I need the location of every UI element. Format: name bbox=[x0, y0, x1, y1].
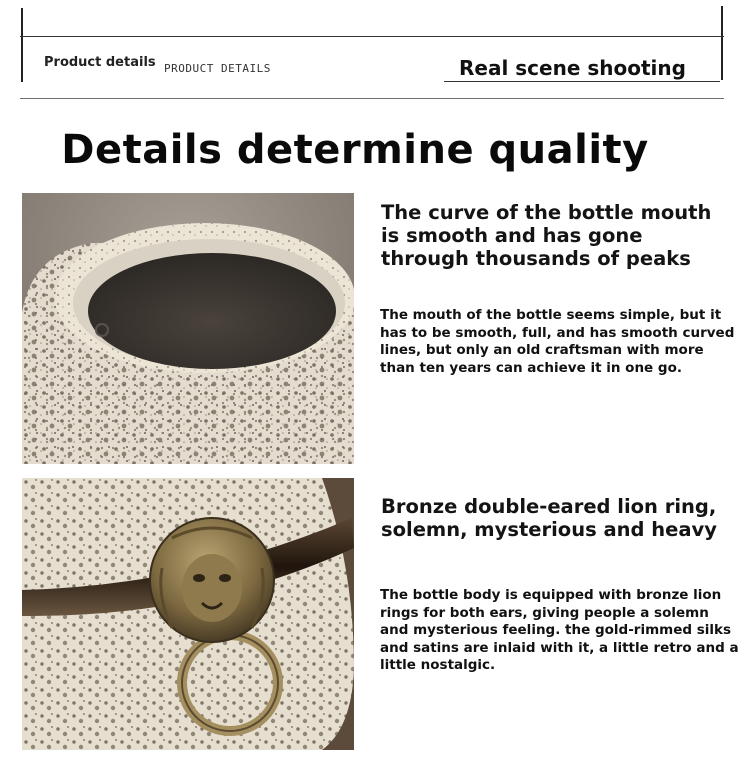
header-left-rule bbox=[21, 8, 23, 82]
section-2-heading: Bronze double-eared lion ring, solemn, mysterious and heavy bbox=[381, 495, 717, 541]
product-details-label: Product details bbox=[44, 55, 156, 70]
section-1-heading: The curve of the bottle mouth is smooth and has gone through thousands of peaks bbox=[381, 201, 712, 270]
header-right-rule bbox=[721, 6, 723, 80]
bottle-mouth-photo bbox=[22, 193, 354, 464]
section-2-body: The bottle body is equipped with bronze lion rings for both ears, giving people a solemn and mysterious feeling. the gold-rimmed silks and satins are inlaid with it, a little retro and a little nostalgic. bbox=[380, 587, 739, 673]
bottle-mouth-illustration bbox=[22, 193, 354, 464]
section-1-body: The mouth of the bottle seems simple, but it has to be smooth, full, and has smooth curved lines, but only an old craftsman with more than ten years can achieve it in one go. bbox=[380, 307, 735, 376]
real-scene-label: Real scene shooting bbox=[459, 56, 686, 80]
lion-ring-illustration bbox=[22, 478, 354, 750]
header-underline-right bbox=[444, 81, 720, 82]
lion-ring-photo bbox=[22, 478, 354, 750]
header-top-rule bbox=[20, 36, 724, 37]
header-bottom-rule bbox=[20, 98, 724, 99]
page-title: Details determine quality bbox=[61, 127, 649, 173]
product-details-caps-label: PRODUCT DETAILS bbox=[164, 62, 271, 75]
header-band bbox=[0, 0, 750, 105]
